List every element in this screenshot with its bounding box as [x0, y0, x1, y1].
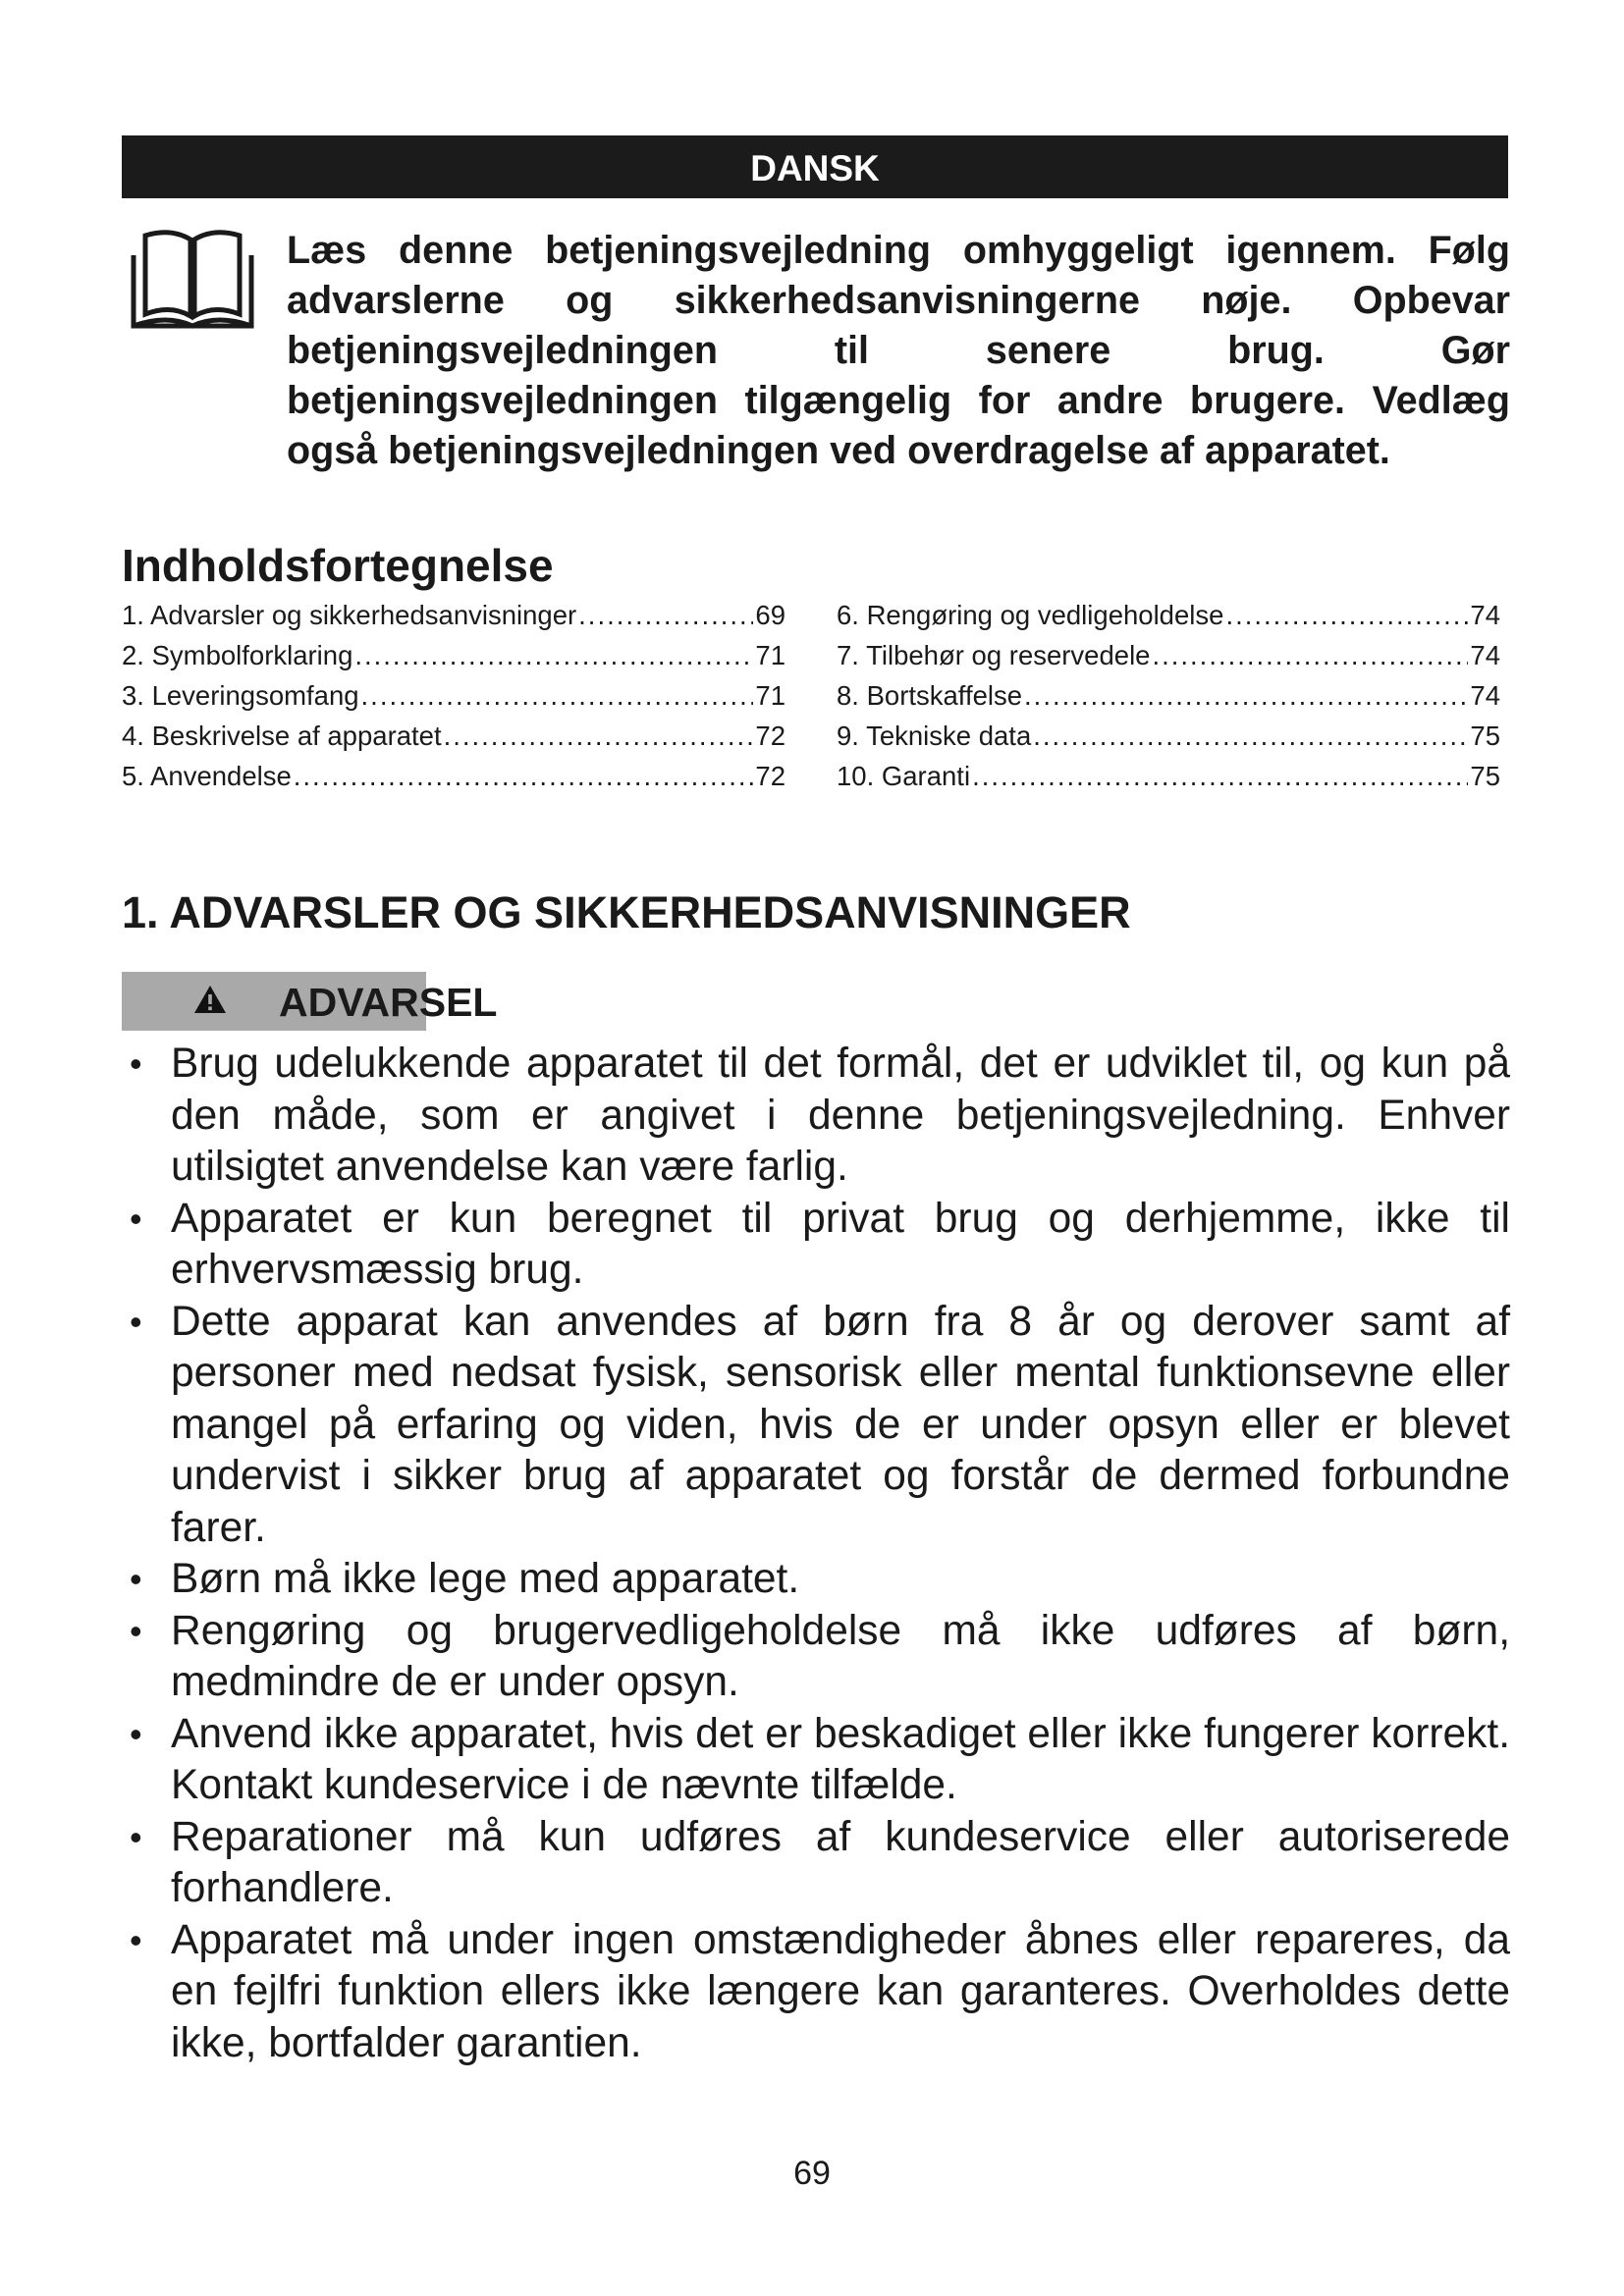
warning-label — [122, 972, 603, 1031]
toc-entry-label: 4. Beskrivelse af apparatet — [122, 721, 442, 751]
warning-item-text: Børn må ikke lege med apparatet. — [171, 1556, 800, 1602]
bullet: • — [130, 1301, 142, 1342]
toc-leader-dots — [361, 675, 754, 716]
section-title: 1. ADVARSLER OG SIKKERHEDSANVISNINGER — [122, 887, 1131, 937]
toc-leader-dots — [578, 595, 753, 635]
warning-item-text: Reparationer må kun udføres af kundeservice eller autoriserede forhandlere. — [171, 1813, 1510, 1911]
toc-entry-label: 1. Advarsler og sikkerhedsanvisninger — [122, 600, 577, 630]
toc-entry-label: 2. Symbolforklaring — [122, 640, 353, 670]
toc-entry-page: 74 — [1470, 640, 1500, 670]
toc-entry-page: 72 — [755, 761, 785, 791]
toc-entry[interactable] — [837, 756, 1500, 796]
warning-list — [130, 1039, 1510, 2069]
intro-text: Læs denne betjeningsvejledning omhyggeligt igennem. Følg advarslerne og sikkerhedsanvisningerne nøje. Opbevar betjeningsvejledningen til senere brug. Gør betjeningsvejledningen tilgængelig for andre brugere. Vedlæg også betjeningsvejledningen ved overdragelse af apparatet. — [287, 229, 1510, 472]
warning-item — [130, 1709, 1510, 1812]
toc-right-column — [837, 595, 1500, 796]
toc-entry[interactable] — [837, 635, 1500, 675]
warning-item-text: Brug udelukkende apparatet til det formål, det er udviklet til, og kun på den måde, som er angivet i denne betjeningsvejledning. Enhver utilsigtet anvendelse kan være farlig. — [171, 1041, 1510, 1190]
toc-entry-page: 74 — [1470, 680, 1500, 711]
toc-entry-page: 69 — [755, 600, 785, 630]
toc-left-column — [122, 595, 785, 796]
warning-item — [130, 1554, 1510, 1606]
warning-item-text: Rengøring og brugervedligeholdelse må ikke udføres af børn, medmindre de er under opsyn. — [171, 1607, 1510, 1705]
warning-item — [130, 1194, 1510, 1297]
toc-entry[interactable] — [122, 595, 785, 635]
toc-entry-page: 71 — [755, 680, 785, 711]
warning-item — [130, 1606, 1510, 1709]
toc-entry-page: 75 — [1470, 721, 1500, 751]
toc-entry-label: 6. Rengøring og vedligeholdelse — [837, 600, 1224, 630]
warning-item-text: Apparatet er kun beregnet til privat brug og derhjemme, ikke til erhvervsmæssig brug. — [171, 1195, 1510, 1293]
toc-entry[interactable] — [122, 635, 785, 675]
toc-entry[interactable] — [837, 595, 1500, 635]
open-book-icon — [128, 228, 257, 338]
toc-entry-label: 3. Leveringsomfang — [122, 680, 359, 711]
bullet: • — [130, 1713, 142, 1754]
toc-entry-label: 5. Anvendelse — [122, 761, 292, 791]
toc-leader-dots — [294, 756, 754, 796]
toc-leader-dots — [354, 635, 753, 675]
toc-leader-dots — [444, 716, 754, 756]
warning-item — [130, 1915, 1510, 2070]
toc-entry-label: 8. Bortskaffelse — [837, 680, 1023, 711]
toc-entry[interactable] — [837, 716, 1500, 756]
toc-entry-page: 72 — [755, 721, 785, 751]
toc-entry-page: 71 — [755, 640, 785, 670]
warning-item-text: Anvend ikke apparatet, hvis det er beskadiget eller ikke fungerer korrekt. Kontakt kundeservice i de nævnte tilfælde. — [171, 1710, 1510, 1808]
bullet: • — [130, 1610, 142, 1651]
language-header: DANSK — [122, 135, 1508, 198]
toc-leader-dots — [1024, 675, 1468, 716]
toc-entry-label: 9. Tekniske data — [837, 721, 1032, 751]
bullet: • — [130, 1198, 142, 1239]
warning-item — [130, 1039, 1510, 1194]
toc-entry[interactable] — [122, 675, 785, 716]
warning-item-text: Apparatet må under ingen omstændigheder åbnes eller repareres, da en fejlfri funktion ellers ikke længere kan garanteres. Overholdes dette ikke, bortfalder garantien. — [171, 1916, 1510, 2066]
warning-item — [130, 1297, 1510, 1555]
toc-entry-page: 74 — [1470, 600, 1500, 630]
bullet: • — [130, 1043, 142, 1084]
toc-entry-label: 10. Garanti — [837, 761, 971, 791]
toc-entry[interactable] — [122, 756, 785, 796]
toc-leader-dots — [972, 756, 1468, 796]
toc-entry-page: 75 — [1470, 761, 1500, 791]
toc-entry[interactable] — [837, 675, 1500, 716]
toc-leader-dots — [1033, 716, 1468, 756]
toc-leader-dots — [1152, 635, 1468, 675]
page-number: 69 — [793, 2155, 831, 2192]
toc-title: Indholdsfortegnelse — [122, 540, 554, 591]
toc-leader-dots — [1225, 595, 1468, 635]
toc-entry[interactable] — [122, 716, 785, 756]
warning-item — [130, 1812, 1510, 1915]
bullet: • — [130, 1559, 142, 1599]
bullet: • — [130, 1816, 142, 1857]
warning-item-text: Dette apparat kan anvendes af børn fra 8 år og derover samt af personer med nedsat fysisk, sensorisk eller mental funktionsevne eller mangel på erfaring og viden, hvis de er under opsyn eller er blevet undervist i sikker brug af apparatet og forstår de dermed forbundne farer. — [171, 1298, 1510, 1551]
warning-label-text: ADVARSEL — [279, 980, 498, 1025]
bullet: • — [130, 1919, 142, 1960]
toc-entry-label: 7. Tilbehør og reservedele — [837, 640, 1151, 670]
warning-triangle-icon — [192, 984, 228, 1015]
